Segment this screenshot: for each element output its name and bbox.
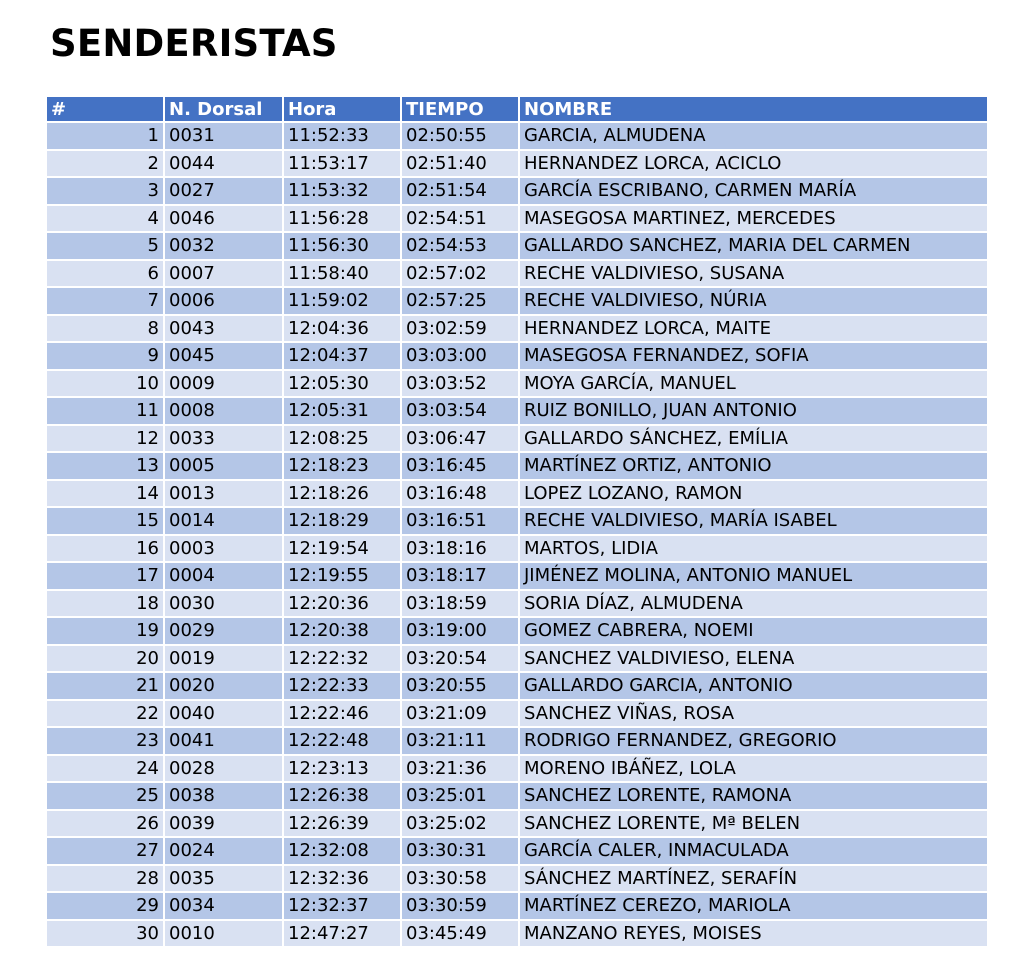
tiempo-cell: 03:21:09 [402,701,518,727]
table-row [47,233,987,259]
tiempo-cell: 03:21:11 [402,728,518,754]
nombre-cell: RODRIGO FERNANDEZ, GREGORIO [520,728,987,754]
dorsal-cell: 0028 [165,756,282,782]
table-row [47,756,987,782]
nombre-cell: MARTÍNEZ ORTIZ, ANTONIO [520,453,987,479]
nombre-cell: SANCHEZ VALDIVIESO, ELENA [520,646,987,672]
tiempo-cell: 02:51:40 [402,151,518,177]
nombre-cell: GALLARDO SÁNCHEZ, EMÍLIA [520,426,987,452]
rank-cell: 24 [47,756,163,782]
rank-cell: 23 [47,728,163,754]
hora-cell: 12:05:31 [284,398,400,424]
table-body [47,123,987,946]
rank-cell: 28 [47,866,163,892]
hora-cell: 11:56:30 [284,233,400,259]
rank-cell: 20 [47,646,163,672]
tiempo-cell: 02:57:25 [402,288,518,314]
dorsal-cell: 0005 [165,453,282,479]
rank-cell: 3 [47,178,163,204]
rank-cell: 2 [47,151,163,177]
dorsal-cell: 0043 [165,316,282,342]
hora-cell: 11:59:02 [284,288,400,314]
rank-cell: 12 [47,426,163,452]
table-row [47,426,987,452]
table-row [47,921,987,947]
tiempo-cell: 02:57:02 [402,261,518,287]
dorsal-cell: 0013 [165,481,282,507]
table-row [47,563,987,589]
table-row [47,838,987,864]
rank-cell: 26 [47,811,163,837]
hora-cell: 12:26:38 [284,783,400,809]
rank-cell: 25 [47,783,163,809]
dorsal-cell: 0003 [165,536,282,562]
rank-cell: 9 [47,343,163,369]
tiempo-cell: 03:18:17 [402,563,518,589]
column-header-rank: # [47,97,163,121]
nombre-cell: GARCIA, ALMUDENA [520,123,987,149]
dorsal-cell: 0039 [165,811,282,837]
rank-cell: 19 [47,618,163,644]
hora-cell: 12:22:48 [284,728,400,754]
hora-cell: 12:18:23 [284,453,400,479]
table-row [47,893,987,919]
tiempo-cell: 03:25:02 [402,811,518,837]
table-row [47,398,987,424]
dorsal-cell: 0024 [165,838,282,864]
nombre-cell: RUIZ BONILLO, JUAN ANTONIO [520,398,987,424]
hora-cell: 11:53:17 [284,151,400,177]
dorsal-cell: 0030 [165,591,282,617]
table-row [47,508,987,534]
tiempo-cell: 03:45:49 [402,921,518,947]
tiempo-cell: 02:54:53 [402,233,518,259]
tiempo-cell: 03:18:59 [402,591,518,617]
tiempo-cell: 03:16:51 [402,508,518,534]
tiempo-cell: 02:51:54 [402,178,518,204]
nombre-cell: MARTOS, LIDIA [520,536,987,562]
dorsal-cell: 0010 [165,921,282,947]
table-row [47,371,987,397]
rank-cell: 6 [47,261,163,287]
nombre-cell: GALLARDO SANCHEZ, MARIA DEL CARMEN [520,233,987,259]
table-row [47,316,987,342]
dorsal-cell: 0038 [165,783,282,809]
tiempo-cell: 03:25:01 [402,783,518,809]
table-row [47,151,987,177]
dorsal-cell: 0009 [165,371,282,397]
table-header-row [47,97,987,121]
table-row [47,178,987,204]
hora-cell: 12:08:25 [284,426,400,452]
nombre-cell: MORENO IBÁÑEZ, LOLA [520,756,987,782]
column-header-dorsal: N. Dorsal [165,97,282,121]
dorsal-cell: 0034 [165,893,282,919]
table-row [47,811,987,837]
rank-cell: 29 [47,893,163,919]
table-row [47,673,987,699]
hora-cell: 11:56:28 [284,206,400,232]
hora-cell: 12:04:37 [284,343,400,369]
hora-cell: 12:20:38 [284,618,400,644]
hora-cell: 12:18:29 [284,508,400,534]
rank-cell: 11 [47,398,163,424]
hora-cell: 12:22:46 [284,701,400,727]
rank-cell: 8 [47,316,163,342]
dorsal-cell: 0004 [165,563,282,589]
table-row [47,591,987,617]
hora-cell: 12:32:08 [284,838,400,864]
dorsal-cell: 0006 [165,288,282,314]
nombre-cell: GARCÍA CALER, INMACULADA [520,838,987,864]
rank-cell: 16 [47,536,163,562]
rank-cell: 10 [47,371,163,397]
nombre-cell: RECHE VALDIVIESO, NÚRIA [520,288,987,314]
nombre-cell: GARCÍA ESCRIBANO, CARMEN MARÍA [520,178,987,204]
table-row [47,343,987,369]
hora-cell: 12:26:39 [284,811,400,837]
tiempo-cell: 03:20:55 [402,673,518,699]
hora-cell: 12:04:36 [284,316,400,342]
tiempo-cell: 03:18:16 [402,536,518,562]
rank-cell: 30 [47,921,163,947]
rank-cell: 18 [47,591,163,617]
dorsal-cell: 0040 [165,701,282,727]
rank-cell: 13 [47,453,163,479]
nombre-cell: HERNANDEZ LORCA, ACICLO [520,151,987,177]
table-row [47,536,987,562]
results-table [45,95,989,948]
hora-cell: 12:05:30 [284,371,400,397]
tiempo-cell: 03:30:31 [402,838,518,864]
nombre-cell: SORIA DÍAZ, ALMUDENA [520,591,987,617]
column-header-tiempo: TIEMPO [402,97,518,121]
nombre-cell: JIMÉNEZ MOLINA, ANTONIO MANUEL [520,563,987,589]
rank-cell: 22 [47,701,163,727]
hora-cell: 12:20:36 [284,591,400,617]
table-row [47,728,987,754]
tiempo-cell: 03:21:36 [402,756,518,782]
tiempo-cell: 03:30:58 [402,866,518,892]
nombre-cell: MASEGOSA FERNANDEZ, SOFIA [520,343,987,369]
dorsal-cell: 0014 [165,508,282,534]
dorsal-cell: 0044 [165,151,282,177]
table-row [47,618,987,644]
hora-cell: 12:32:37 [284,893,400,919]
dorsal-cell: 0019 [165,646,282,672]
nombre-cell: LOPEZ LOZANO, RAMON [520,481,987,507]
tiempo-cell: 02:50:55 [402,123,518,149]
dorsal-cell: 0027 [165,178,282,204]
nombre-cell: SANCHEZ LORENTE, Mª BELEN [520,811,987,837]
dorsal-cell: 0033 [165,426,282,452]
page-title: SENDERISTAS [50,22,338,65]
dorsal-cell: 0046 [165,206,282,232]
hora-cell: 11:53:32 [284,178,400,204]
tiempo-cell: 03:03:54 [402,398,518,424]
nombre-cell: SANCHEZ VIÑAS, ROSA [520,701,987,727]
rank-cell: 27 [47,838,163,864]
rank-cell: 1 [47,123,163,149]
tiempo-cell: 03:30:59 [402,893,518,919]
nombre-cell: MARTÍNEZ CEREZO, MARIOLA [520,893,987,919]
tiempo-cell: 03:03:52 [402,371,518,397]
table-row [47,453,987,479]
hora-cell: 12:23:13 [284,756,400,782]
tiempo-cell: 03:20:54 [402,646,518,672]
hora-cell: 11:58:40 [284,261,400,287]
nombre-cell: HERNANDEZ LORCA, MAITE [520,316,987,342]
rank-cell: 17 [47,563,163,589]
rank-cell: 14 [47,481,163,507]
nombre-cell: RECHE VALDIVIESO, MARÍA ISABEL [520,508,987,534]
dorsal-cell: 0007 [165,261,282,287]
rank-cell: 7 [47,288,163,314]
table-row [47,288,987,314]
dorsal-cell: 0008 [165,398,282,424]
tiempo-cell: 03:06:47 [402,426,518,452]
dorsal-cell: 0041 [165,728,282,754]
hora-cell: 12:19:54 [284,536,400,562]
tiempo-cell: 03:16:48 [402,481,518,507]
nombre-cell: GALLARDO GARCIA, ANTONIO [520,673,987,699]
hora-cell: 11:52:33 [284,123,400,149]
dorsal-cell: 0029 [165,618,282,644]
table-row [47,646,987,672]
table-row [47,481,987,507]
hora-cell: 12:47:27 [284,921,400,947]
tiempo-cell: 03:16:45 [402,453,518,479]
hora-cell: 12:22:33 [284,673,400,699]
dorsal-cell: 0032 [165,233,282,259]
column-header-nombre: NOMBRE [520,97,987,121]
dorsal-cell: 0020 [165,673,282,699]
hora-cell: 12:22:32 [284,646,400,672]
nombre-cell: MASEGOSA MARTINEZ, MERCEDES [520,206,987,232]
nombre-cell: GOMEZ CABRERA, NOEMI [520,618,987,644]
rank-cell: 15 [47,508,163,534]
hora-cell: 12:18:26 [284,481,400,507]
table-row [47,866,987,892]
tiempo-cell: 03:03:00 [402,343,518,369]
column-header-hora: Hora [284,97,400,121]
nombre-cell: SÁNCHEZ MARTÍNEZ, SERAFÍN [520,866,987,892]
tiempo-cell: 02:54:51 [402,206,518,232]
table-row [47,783,987,809]
dorsal-cell: 0045 [165,343,282,369]
table-row [47,261,987,287]
table-row [47,123,987,149]
nombre-cell: MOYA GARCÍA, MANUEL [520,371,987,397]
hora-cell: 12:32:36 [284,866,400,892]
nombre-cell: MANZANO REYES, MOISES [520,921,987,947]
tiempo-cell: 03:19:00 [402,618,518,644]
tiempo-cell: 03:02:59 [402,316,518,342]
dorsal-cell: 0035 [165,866,282,892]
table-row [47,206,987,232]
nombre-cell: SANCHEZ LORENTE, RAMONA [520,783,987,809]
table-row [47,701,987,727]
hora-cell: 12:19:55 [284,563,400,589]
rank-cell: 4 [47,206,163,232]
rank-cell: 5 [47,233,163,259]
dorsal-cell: 0031 [165,123,282,149]
rank-cell: 21 [47,673,163,699]
nombre-cell: RECHE VALDIVIESO, SUSANA [520,261,987,287]
